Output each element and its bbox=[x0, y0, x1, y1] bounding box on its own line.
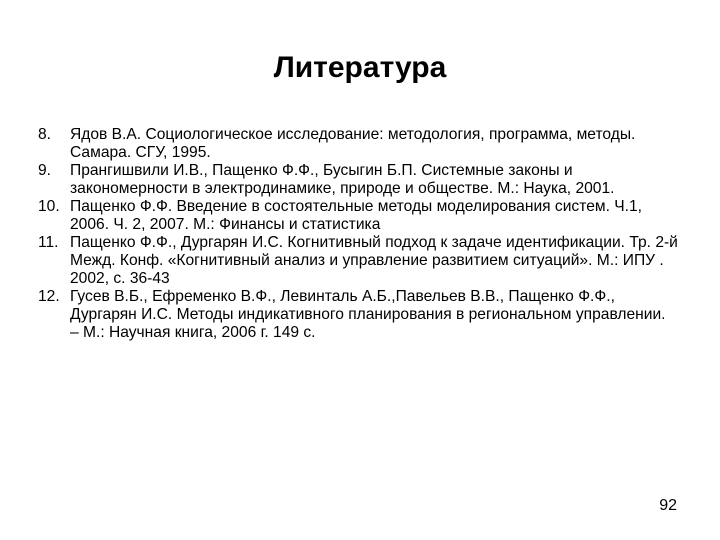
reference-text: Пащенко Ф.Ф., Дургарян И.С. Когнитивный подход к задаче идентификации. Тр. 2-й Межд. Конф. «Когнитивный анализ и управление развитием ситуаций». М.: ИПУ . 2002, с. 36-43 bbox=[70, 234, 678, 287]
reference-item bbox=[38, 288, 678, 342]
reference-text: Гусев В.Б., Ефременко В.Ф., Левинталь А.Б.,Павельев В.В., Пащенко Ф.Ф., Дургарян И.С. Методы индикативного планирования в региональном управлении. – М.: Научная книга, 2006 г. 149 с. bbox=[70, 288, 666, 341]
reference-item bbox=[38, 198, 678, 234]
reference-text: Прангишвили И.В., Пащенко Ф.Ф., Бусыгин Б.П. Системные законы и закономерности в электродинамике, природе и обществе. М.: Наука, 2001. bbox=[70, 162, 615, 197]
reference-number: 11. bbox=[38, 234, 59, 251]
reference-number: 9. bbox=[38, 162, 52, 179]
reference-text: Пащенко Ф.Ф. Введение в состоятельные методы моделирования систем. Ч.1, 2006. Ч. 2, 2007. М.: Финансы и статистика bbox=[70, 198, 642, 233]
reference-text: Ядов В.А. Социологическое исследование: методология, программа, методы. Самара. СГУ, 1995. bbox=[70, 126, 636, 161]
reference-item bbox=[38, 162, 678, 198]
slide-title: Литература bbox=[273, 51, 447, 84]
reference-number: 10. bbox=[38, 198, 60, 215]
page-number: 92 bbox=[659, 497, 677, 514]
reference-item bbox=[38, 234, 678, 288]
reference-number: 12. bbox=[38, 288, 60, 305]
reference-number: 8. bbox=[38, 126, 52, 143]
reference-item bbox=[38, 126, 678, 162]
reference-list bbox=[38, 126, 678, 342]
